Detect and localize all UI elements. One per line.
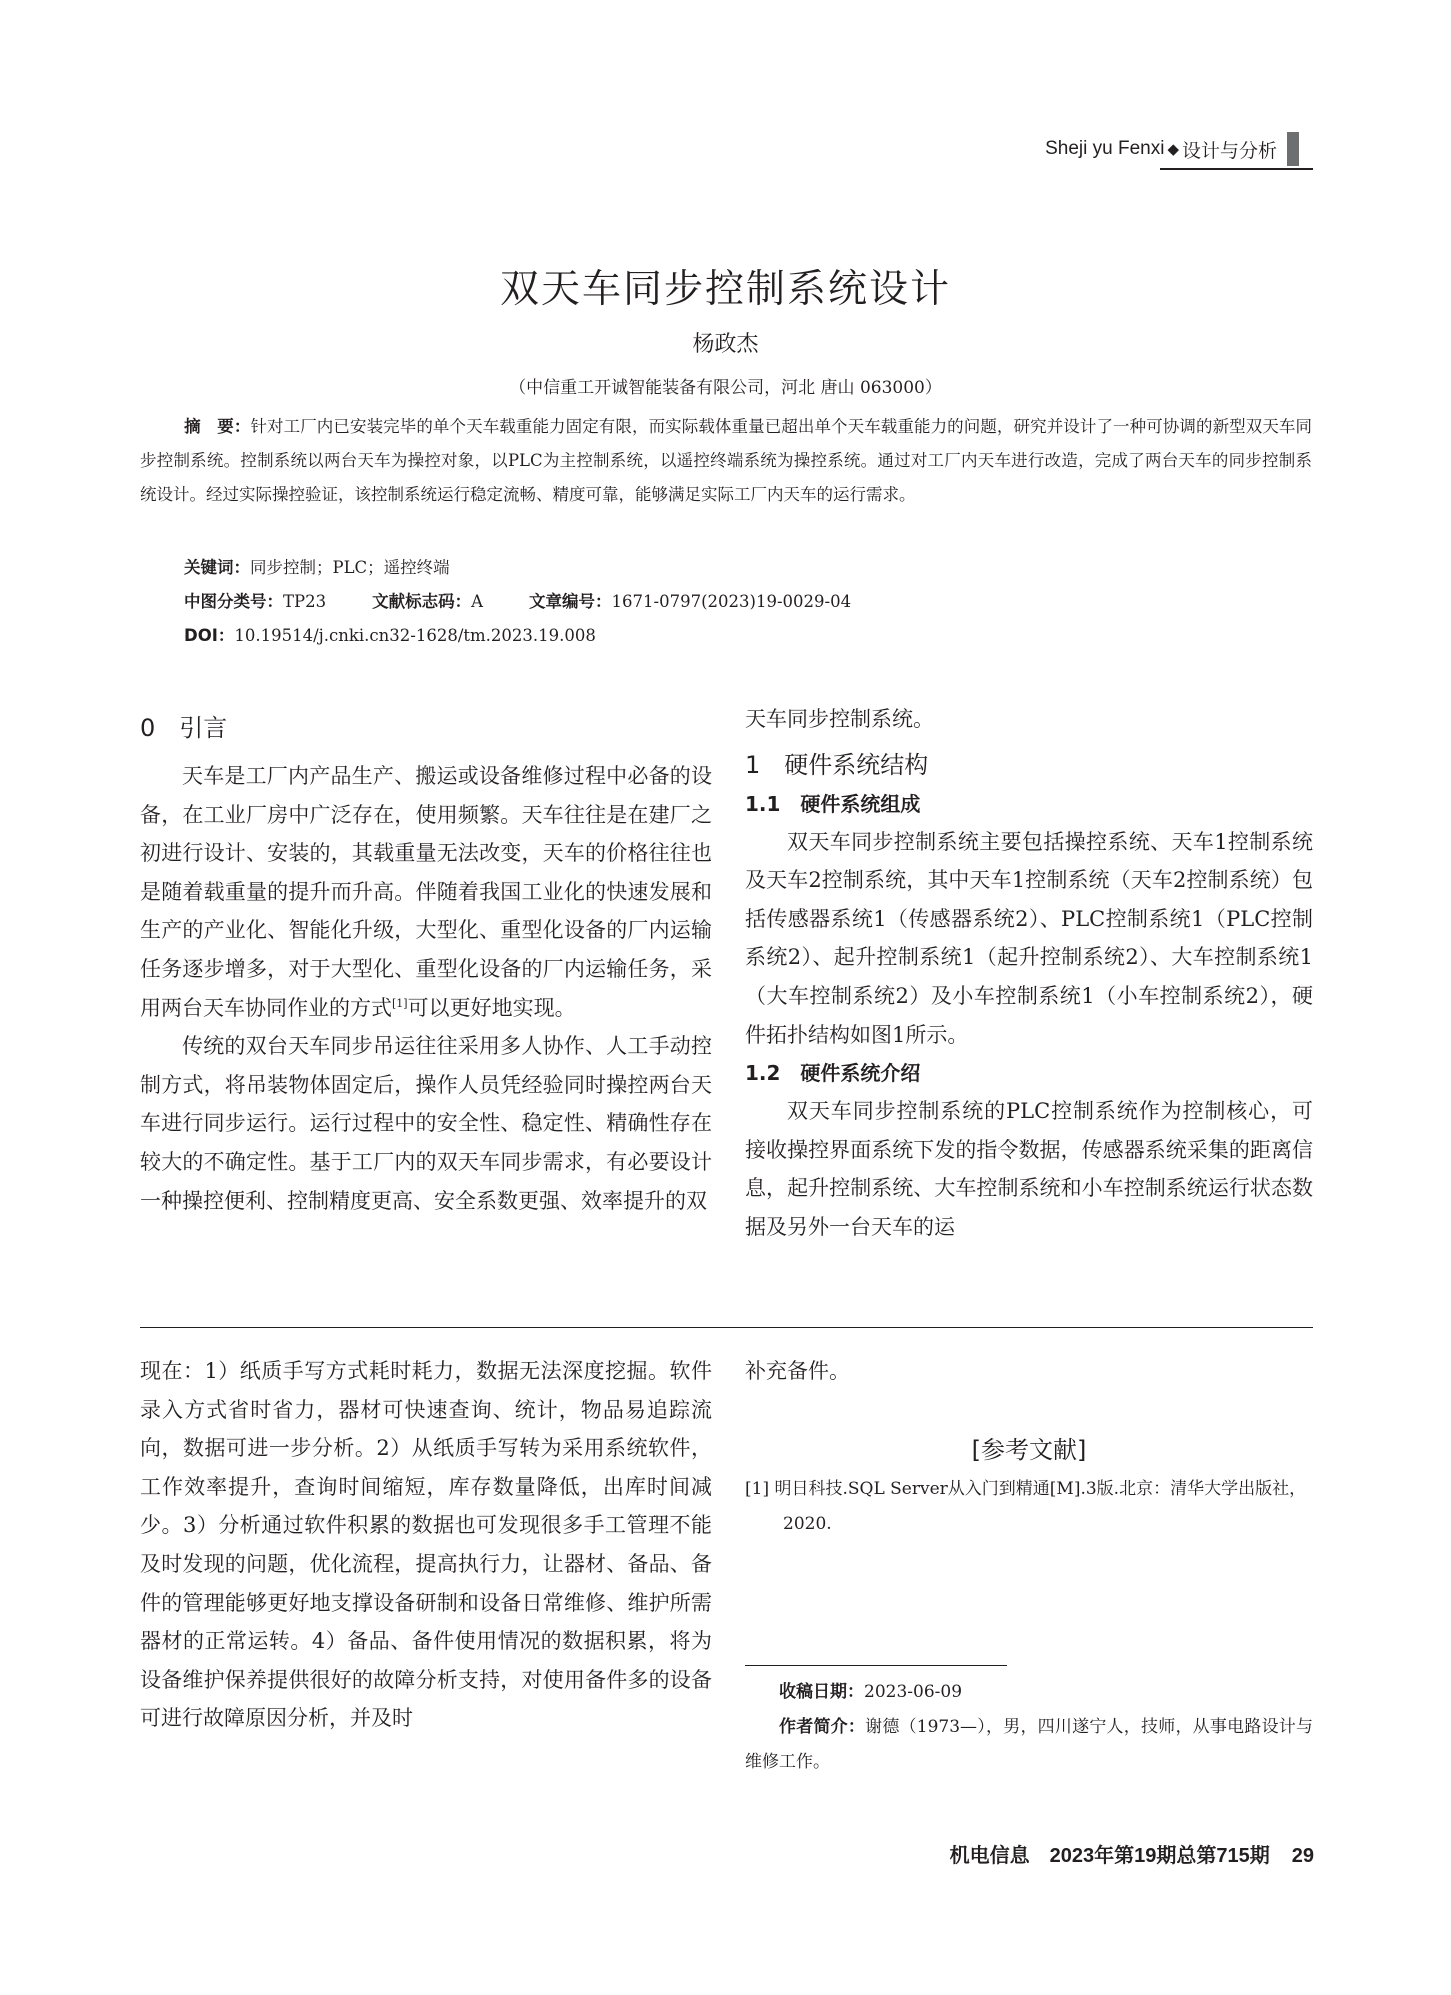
right-column-lower bbox=[745, 1352, 1313, 1391]
keywords-line bbox=[184, 554, 450, 578]
footnotes bbox=[745, 1675, 1313, 1780]
keywords-label: 关键词： bbox=[184, 558, 250, 577]
doi-label: DOI： bbox=[184, 626, 235, 645]
footnote-rule bbox=[745, 1665, 1007, 1666]
citation-1: [1] bbox=[392, 996, 408, 1010]
section-1-2-heading: 1.2 硬件系统介绍 bbox=[745, 1061, 921, 1086]
article-author: 杨政杰 bbox=[692, 332, 759, 357]
header-rule bbox=[1160, 168, 1313, 170]
left-column-lower bbox=[140, 1352, 712, 1738]
bio-text: 谢德（1973—），男，四川遂宁人，技师，从事电路设计与维修工作。 bbox=[745, 1717, 1314, 1772]
right-column-upper bbox=[745, 700, 1313, 1247]
section-0-heading: 0 引言 bbox=[140, 714, 228, 742]
abstract bbox=[140, 410, 1312, 512]
running-head-english: Sheji yu Fenxi bbox=[1045, 138, 1165, 159]
article-no-label: 文章编号： bbox=[529, 592, 612, 611]
author-bio bbox=[745, 1710, 1313, 1780]
conclusion-paragraph-continued: 补充备件。 bbox=[745, 1359, 850, 1383]
doc-code-label: 文献标志码： bbox=[372, 592, 472, 611]
intro-paragraph-1 bbox=[140, 757, 712, 1027]
left-column-upper bbox=[140, 757, 712, 1220]
doi-line bbox=[184, 622, 596, 646]
references-heading: [参考文献] bbox=[971, 1436, 1087, 1464]
intro-paragraph-1-tail: 可以更好地实现。 bbox=[407, 995, 576, 1020]
page-footer bbox=[950, 1839, 1314, 1868]
intro-paragraph-2: 传统的双台天车同步吊运往往采用多人协作、人工手动控制方式，将吊装物体固定后，操作人员凭经验同时操控两台天车进行同步运行。运行过程中的安全性、稳定性、精确性存在较大的不确定性。基于工厂内的双天车同步需求，有必要设计一种操控便利、控制精度更高、安全系数更强、效率提升的双 bbox=[140, 1034, 712, 1213]
reference-item: [1] 明日科技.SQL Server从入门到精通[M].3版.北京：清华大学出版社，2020. bbox=[745, 1479, 1307, 1534]
abstract-label: 摘 要： bbox=[184, 417, 251, 436]
section-divider-rule bbox=[140, 1327, 1313, 1328]
classification-line bbox=[184, 588, 851, 612]
article-title: 双天车同步控制系统设计 bbox=[499, 267, 951, 312]
keywords-text: 同步控制；PLC；遥控终端 bbox=[250, 558, 450, 577]
references-list bbox=[745, 1472, 1313, 1542]
section-bar-marker bbox=[1287, 132, 1299, 166]
running-head bbox=[1045, 132, 1299, 166]
clc-value: TP23 bbox=[283, 592, 327, 611]
article-no-value: 1671-0797(2023)19-0029-04 bbox=[611, 592, 852, 611]
clc-label: 中图分类号： bbox=[184, 592, 283, 611]
doc-code-value: A bbox=[471, 592, 484, 611]
author-affiliation: （中信重工开诚智能装备有限公司，河北 唐山 063000） bbox=[509, 378, 942, 398]
section-1-1-paragraph: 双天车同步控制系统主要包括操控系统、天车1控制系统及天车2控制系统，其中天车1控制系统（天车2控制系统）包括传感器系统1（传感器系统2）、PLC控制系统1（PLC控制系统2）、起升控制系统1（起升控制系统2）、大车控制系统1（大车控制系统2）及小车控制系统1（小车控制系统2），硬件拓扑结构如图1所示。 bbox=[745, 829, 1313, 1047]
conclusion-paragraph: 现在：1）纸质手写方式耗时耗力，数据无法深度挖掘。软件录入方式省时省力，器材可快速查询、统计，物品易追踪流向，数据可进一步分析。2）从纸质手写转为采用系统软件，工作效率提升，查询时间缩短，库存数量降低，出库时间减少。3）分析通过软件积累的数据也可发现很多手工管理不能及时发现的问题，优化流程，提高执行力，让器材、备品、备件的管理能够更好地支撑设备研制和设备日常维修、维护所需器材的正常运转。4）备品、备件使用情况的数据积累，将为设备维护保养提供很好的故障分析支持，对使用备件多的设备可进行故障原因分析，并及时 bbox=[140, 1359, 712, 1731]
diamond-icon: ◆ bbox=[1167, 140, 1179, 158]
section-1-2-paragraph: 双天车同步控制系统的PLC控制系统作为控制核心，可接收操控界面系统下发的指令数据，传感器系统采集的距离信息，起升控制系统、大车控制系统和小车控制系统运行状态数据及另外一台天车的运 bbox=[745, 1099, 1313, 1239]
page-number: 29 bbox=[1291, 1845, 1314, 1867]
running-head-chinese: 设计与分析 bbox=[1181, 139, 1277, 162]
section-1-heading: 1 硬件系统结构 bbox=[745, 750, 929, 779]
bio-label: 作者简介： bbox=[779, 1717, 866, 1737]
journal-issue: 机电信息 2023年第19期总第715期 bbox=[949, 1845, 1270, 1867]
received-label: 收稿日期： bbox=[779, 1682, 864, 1702]
doi-value: 10.19514/j.cnki.cn32-1628/tm.2023.19.008 bbox=[234, 626, 596, 645]
section-1-1-heading: 1.1 硬件系统组成 bbox=[745, 791, 921, 816]
received-date bbox=[745, 1675, 1313, 1710]
received-value: 2023-06-09 bbox=[864, 1682, 963, 1702]
intro-paragraph-2-continued: 天车同步控制系统。 bbox=[745, 707, 934, 731]
abstract-text: 针对工厂内已安装完毕的单个天车载重能力固定有限，而实际载体重量已超出单个天车载重能力的问题，研究并设计了一种可协调的新型双天车同步控制系统。控制系统以两台天车为操控对象，以PLC为主控制系统，以遥控终端系统为操控系统。通过对工厂内天车进行改造，完成了两台天车的同步控制系统设计。经过实际操控验证，该控制系统运行稳定流畅、精度可靠，能够满足实际工厂内天车的运行需求。 bbox=[140, 417, 1313, 504]
intro-paragraph-1-text: 天车是工厂内产品生产、搬运或设备维修过程中必备的设备，在工业厂房中广泛存在，使用频繁。天车往往是在建厂之初进行设计、安装的，其载重量无法改变，天车的价格往往也是随着载重量的提升而升高。伴随着我国工业化的快速发展和生产的产业化、智能化升级，大型化、重型化设备的厂内运输任务逐步增多，对于大型化、重型化设备的厂内运输任务，采用两台天车协同作业的方式 bbox=[140, 764, 712, 1020]
